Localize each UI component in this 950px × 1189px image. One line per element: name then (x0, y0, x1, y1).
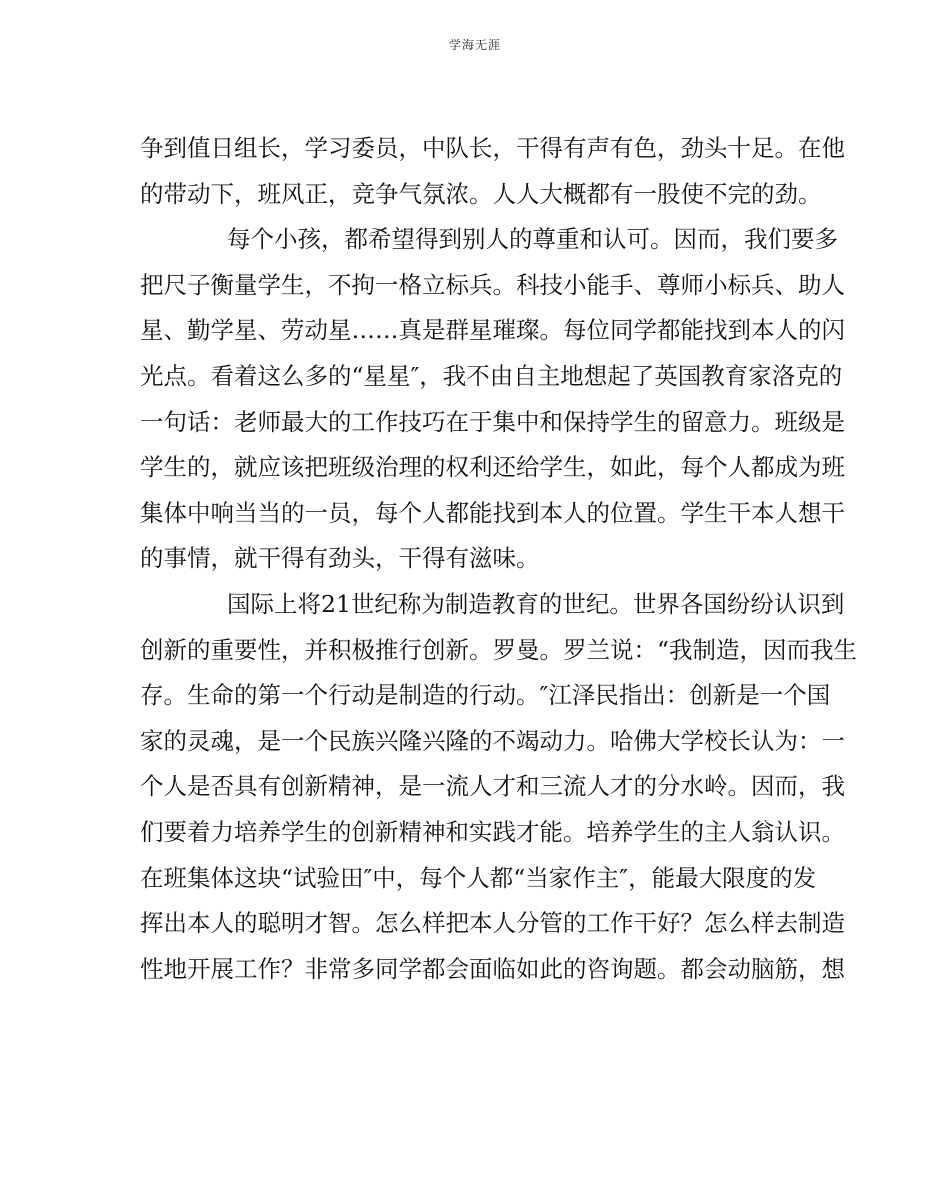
text-line: 创新的重要性，并积极推行创新。罗曼。罗兰说：“我制造，因而我生 (140, 635, 858, 664)
page-header: 学海无涯 (448, 38, 501, 52)
text-line: 一句话：老师最大的工作技巧在于集中和保持学生的留意力。班级是 (140, 407, 845, 436)
text-line: 在班集体这块“试验田″中，每个人都“当家作主″，能最大限度的发 (140, 863, 817, 892)
paragraph-start-line: 国际上将21世纪称为制造教育的世纪。世界各国纷纷认识到 (227, 589, 845, 618)
text-line: 争到值日组长，学习委员，中队长，干得有声有色，劲头十足。在他 (140, 134, 845, 162)
text-line: 的带动下，班风正，竞争气氛浓。人人大概都有一股使不完的劲。 (140, 179, 822, 208)
text-line: 的事情，就干得有劲头，干得有滋味。 (140, 544, 540, 573)
paragraph-start-line: 每个小孩，都希望得到别人的尊重和认可。因而，我们要多 (227, 225, 838, 254)
text-line: 把尺子衡量学生，不拘一格立标兵。科技小能手、尊师小标兵、助人 (140, 270, 845, 299)
text-line: 性地开展工作？非常多同学都会面临如此的咨询题。都会动脑筋，想 (140, 954, 845, 983)
text-line: 集体中响当当的一员，每个人都能找到本人的位置。学生干本人想干 (140, 498, 845, 527)
text-line: 家的灵魂，是一个民族兴隆兴隆的不竭动力。哈佛大学校长认为：一 (140, 726, 845, 755)
text-line: 们要着力培养学生的创新精神和实践才能。培养学生的主人翁认识。 (140, 817, 845, 846)
text-line: 个人是否具有创新精神，是一流人才和三流人才的分水岭。因而，我 (140, 772, 845, 801)
text-line: 挥出本人的聪明才智。怎么样把本人分管的工作干好？怎么样去制造 (140, 909, 845, 938)
text-line: 存。生命的第一个行动是制造的行动。″江泽民指出：创新是一个国 (140, 681, 831, 710)
document-body (140, 126, 858, 992)
text-line: 光点。看着这么多的“星星″，我不由自主地想起了英国教育家洛克的 (140, 361, 843, 390)
text-line: 学生的，就应该把班级治理的权利还给学生，如此，每个人都成为班 (140, 453, 845, 482)
text-line: 星、勤学星、劳动星……真是群星璀璨。每位同学都能找到本人的闪 (140, 316, 845, 345)
